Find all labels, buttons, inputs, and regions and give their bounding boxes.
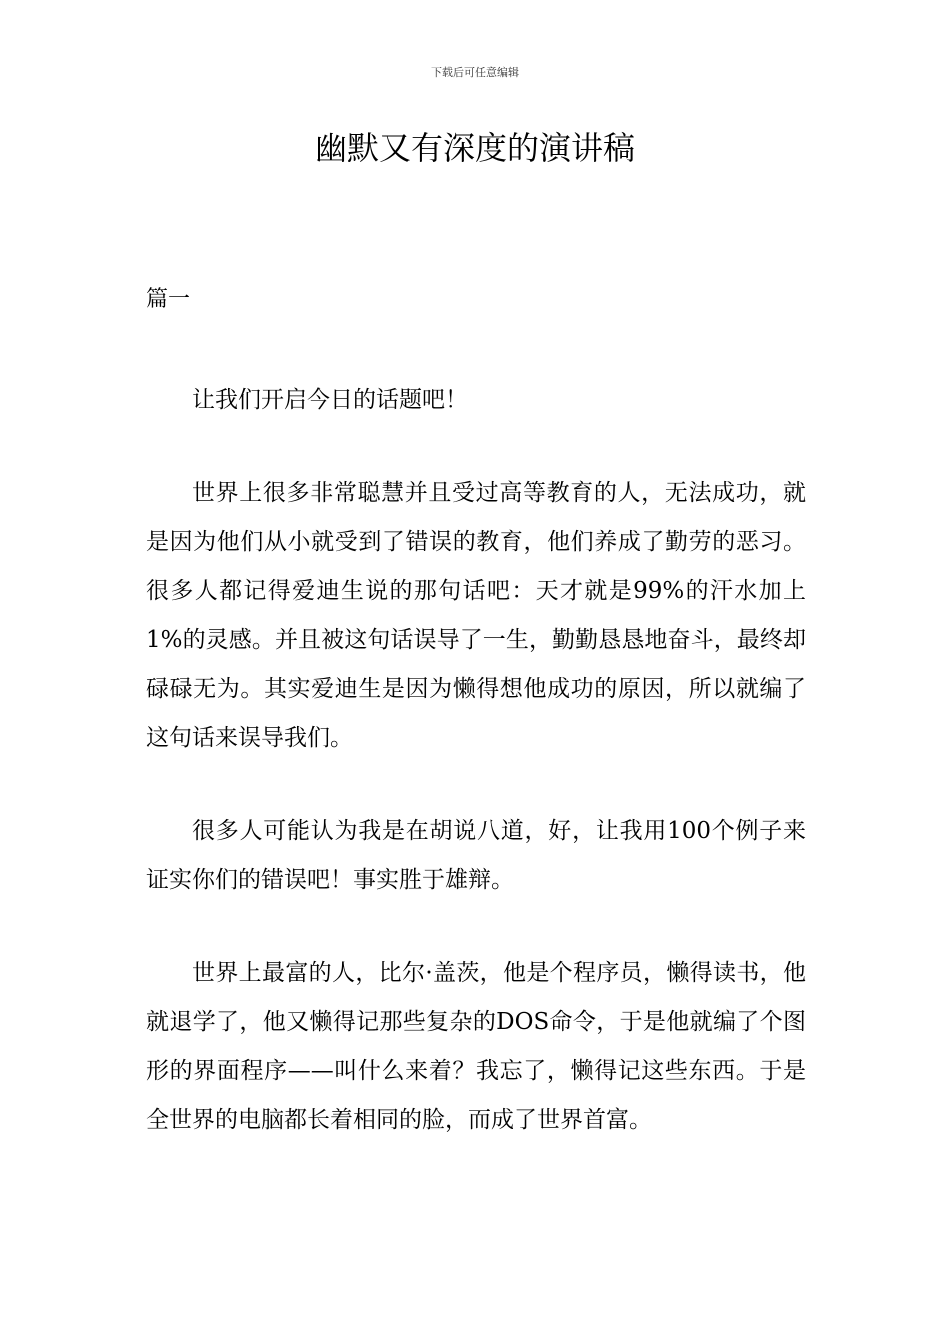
paragraph-4: 世界上最富的人，比尔·盖茨，他是个程序员，懒得读书，他就退学了，他又懒得记那些复杂的DOS命令，于是他就编了个图形的界面程序——叫什么来着？我忘了，懒得记这些东西。于是全世界的电脑都长着相同的脸，而成了世界首富。 <box>146 960 806 1133</box>
paragraph-3: 很多人可能认为我是在胡说八道，好，让我用100个例子来证实你们的错误吧！事实胜于雄辩。 <box>146 818 806 893</box>
header-note: 下载后可任意编辑 <box>431 66 519 79</box>
paragraph-1: 让我们开启今日的话题吧！ <box>192 387 468 413</box>
document-title: 幽默又有深度的演讲稿 <box>314 129 635 167</box>
paragraph-2: 世界上很多非常聪慧并且受过高等教育的人，无法成功，就是因为他们从小就受到了错误的教育，他们养成了勤劳的恶习。很多人都记得爱迪生说的那句话吧：天才就是99%的汗水加上1%的灵感。并且被这句话误导了一生，勤勤恳恳地奋斗，最终却碌碌无为。其实爱迪生是因为懒得想他成功的原因，所以就编了这句话来误导我们。 <box>146 480 806 751</box>
section-label: 篇一 <box>146 287 191 312</box>
document-body <box>146 376 806 1145</box>
